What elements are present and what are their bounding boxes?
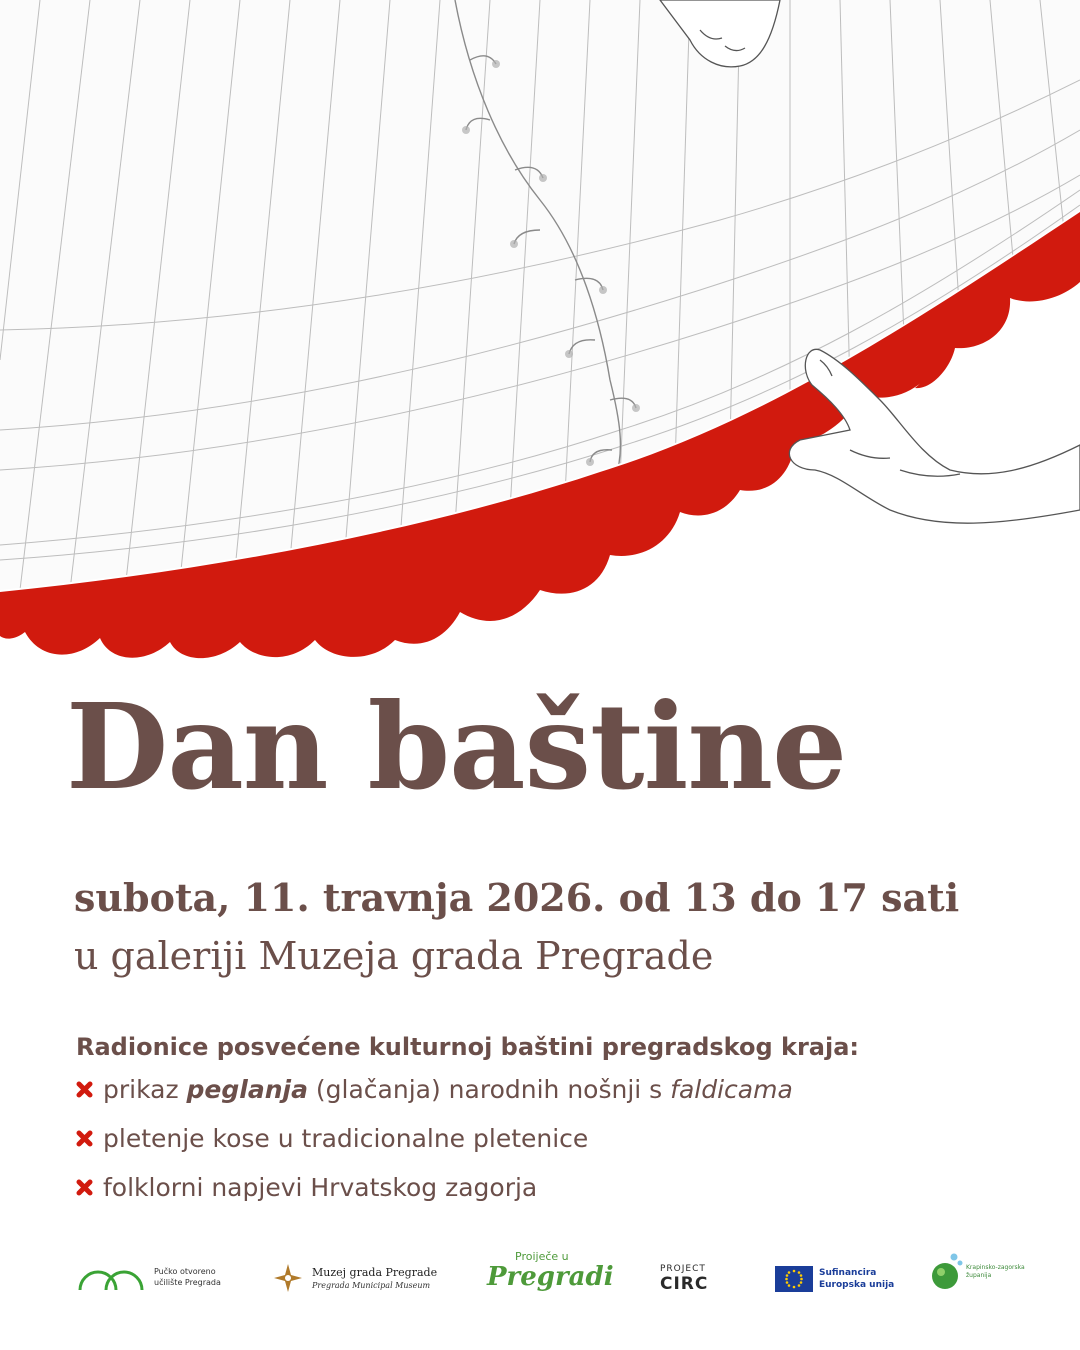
- county-logo: [930, 1252, 1025, 1292]
- event-venue: u galeriji Muzeja grada Pregrade: [74, 934, 714, 978]
- projece-big: Pregradi: [487, 1262, 614, 1292]
- pou-line1: Pučko otvoreno: [154, 1267, 216, 1276]
- pou-line2: učilište Pregrada: [154, 1278, 221, 1287]
- museum-name: Muzej grada Pregrade: [312, 1265, 438, 1279]
- cross-bullet-icon: [76, 1081, 93, 1098]
- cross-bullet-icon: [76, 1179, 93, 1196]
- workshop-list: [76, 1065, 793, 1212]
- workshop-middle: (glačanja) narodnih nošnji s: [307, 1075, 671, 1104]
- eu-logo: [775, 1266, 894, 1292]
- workshop-prefix: prikaz: [103, 1075, 187, 1104]
- event-title: Dan baštine: [66, 677, 847, 816]
- eu-line2: Europska unija: [819, 1280, 895, 1290]
- county-line2: županija: [966, 1272, 992, 1279]
- pou-logo: [76, 1262, 221, 1292]
- cross-bullet-icon: [76, 1130, 93, 1147]
- workshop-italic: faldicama: [670, 1075, 793, 1104]
- sponsor-logos: [0, 1240, 1080, 1320]
- projece-logo: [487, 1250, 614, 1291]
- skirt-illustration: [0, 0, 1080, 670]
- projece-small: Proiječe u: [515, 1250, 569, 1263]
- eu-flag-icon: [775, 1266, 813, 1292]
- list-item: [76, 1065, 793, 1114]
- museum-sub: Pregrada Municipal Museum: [312, 1280, 431, 1290]
- list-item: [76, 1114, 793, 1163]
- event-date: subota, 11. travnja 2026. od 13 do 17 sati: [74, 875, 960, 920]
- arcs-icon: [76, 1262, 146, 1292]
- workshops-intro: Radionice posvećene kulturnoj baštini pregradskog kraja:: [76, 1033, 860, 1061]
- eu-line1: Sufinancira: [819, 1268, 877, 1278]
- globe-icon: [930, 1252, 964, 1292]
- circ-project: PROJECT: [660, 1264, 706, 1274]
- circ-name: CIRC: [660, 1274, 709, 1294]
- workshop-text: folklorni napjevi Hrvatskog zagorja: [103, 1173, 538, 1202]
- workshop-text: pletenje kose u tradicionalne pletenice: [103, 1124, 589, 1153]
- star-emblem-icon: [272, 1262, 304, 1294]
- circ-logo: [660, 1264, 708, 1293]
- museum-logo: [272, 1262, 437, 1294]
- workshop-emphasis: peglanja: [186, 1075, 308, 1104]
- county-line1: Krapinsko-zagorska: [966, 1264, 1025, 1271]
- list-item: [76, 1163, 793, 1212]
